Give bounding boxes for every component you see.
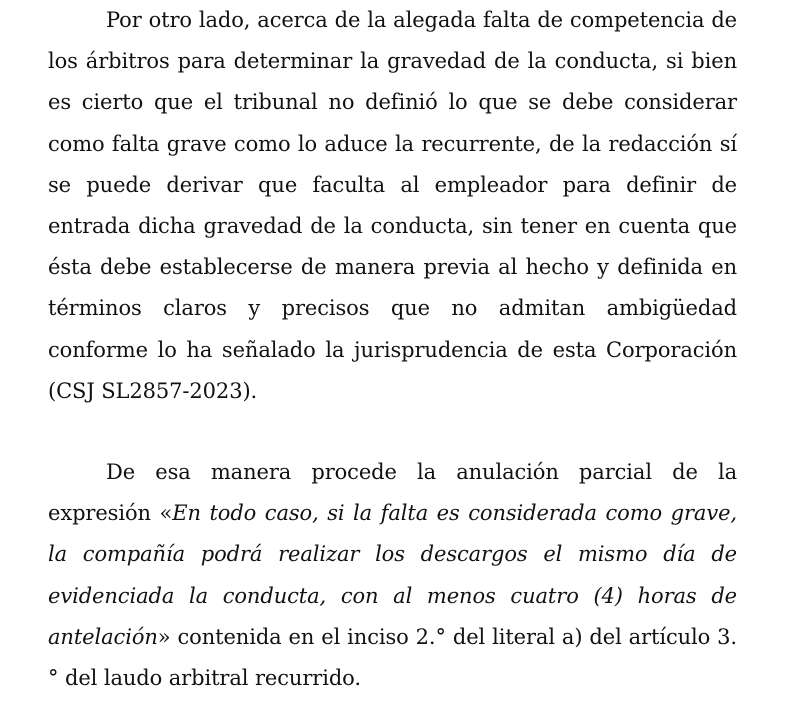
paragraph-outro-text: » contenida en el inciso 2.° del literal a) del artículo 3.° del laudo arbitral recurrido. (48, 624, 737, 691)
paragraph-anulacion-parcial (48, 452, 737, 699)
paragraph-competencia-arbitros: Por otro lado, acerca de la alegada falta de competencia de los árbitros para determinar la gravedad de la conducta, si bien es cierto que el tribunal no definió lo que se debe considerar como falta grave como lo aduce la recurrente, de la redacción sí se puede derivar que faculta al empleador para definir de entrada dicha gravedad de la conducta, sin tener en cuenta que ésta debe establecerse de manera previa al hecho y definida en términos claros y precisos que no admitan ambigüedad conforme lo ha señalado la jurisprudencia de esta Corporación (CSJ SL2857-2023). (48, 8, 737, 403)
quoted-expression: En todo caso, si la falta es considerada como grave, la compañía podrá realizar los descargos el mismo día de evidenciada la conducta, con al menos cuatro (4) horas de antelación (48, 501, 737, 649)
paragraph-intro-text: De esa manera procede la anulación parcial de la expresión « (48, 460, 737, 526)
